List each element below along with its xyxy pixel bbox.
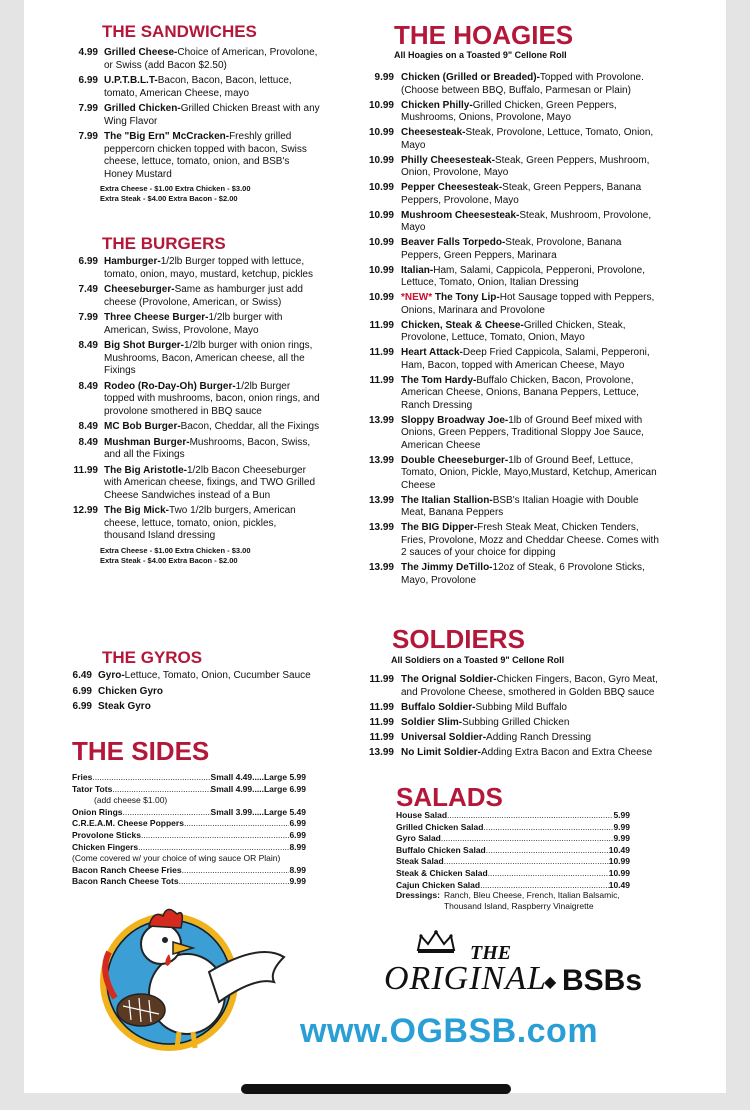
item-price: 7.99 xyxy=(78,103,98,114)
row-label: Gyro Salad xyxy=(396,833,441,844)
item-body xyxy=(401,265,662,290)
item-body xyxy=(401,455,662,493)
row-label: Provolone Sticks xyxy=(72,829,141,840)
diamond-arrow-icon: ◆ xyxy=(544,974,557,991)
item-body xyxy=(104,437,328,462)
item-price: 8.49 xyxy=(78,421,98,432)
sandwich-menu-item xyxy=(68,75,328,100)
row-label: Buffalo Chicken Salad xyxy=(396,844,486,855)
item-body xyxy=(401,375,662,413)
item-price: 10.99 xyxy=(368,264,394,276)
item-price: 9.99 xyxy=(374,72,394,83)
salad-price-row xyxy=(396,822,630,834)
side-price-row xyxy=(72,772,306,784)
row-price: Small 3.99.....Large 5.49 xyxy=(210,806,306,817)
row-price: 8.99 xyxy=(289,841,306,852)
hoagie-menu-item xyxy=(362,562,662,587)
item-description: 1/2lb Burger topped with lettuce, tomato, onion, mayo, mustard, ketchup, pickles xyxy=(104,256,313,280)
item-price: 11.99 xyxy=(369,701,394,713)
salad-price-row xyxy=(396,845,630,857)
item-price: 10.99 xyxy=(368,292,394,303)
side-note: (Come covered w/ your choice of wing sauce OR Plain) xyxy=(72,853,281,864)
soldiers-list xyxy=(362,674,662,762)
item-body xyxy=(104,131,328,181)
item-name: The Italian Stallion- xyxy=(401,494,493,506)
row-price: 10.99 xyxy=(608,856,630,867)
item-body xyxy=(401,747,662,760)
item-description: Hot Sausage topped with Peppers, Onions, Marinara and Provolone xyxy=(401,292,655,316)
hoagie-menu-item xyxy=(362,100,662,125)
hoagie-menu-item xyxy=(362,522,662,560)
row-price: Small 4.49.....Large 5.99 xyxy=(210,772,306,782)
item-price: 12.99 xyxy=(72,505,98,516)
item-body xyxy=(401,72,662,97)
item-price: 11.99 xyxy=(369,374,394,386)
item-name: The Tom Hardy- xyxy=(401,374,477,386)
hoagie-menu-item xyxy=(362,182,662,207)
row-price: 6.99 xyxy=(289,829,306,840)
item-name: Chicken Gyro xyxy=(98,685,164,697)
item-description: Grilled Chicken, Steak, Provolone, Lettuce, Tomato, Onion, Mayo xyxy=(401,319,626,343)
item-price: 8.49 xyxy=(78,380,98,392)
dot-leader xyxy=(123,807,211,819)
row-label: Tator Tots xyxy=(72,783,113,794)
item-name: Gyro- xyxy=(98,670,125,681)
item-price: 7.49 xyxy=(78,284,98,295)
item-name: Philly Cheesesteak- xyxy=(401,154,495,166)
item-name: Big Shot Burger- xyxy=(104,340,184,351)
soldier-menu-item xyxy=(362,717,662,730)
item-price: 13.99 xyxy=(368,562,394,573)
new-badge: *NEW* xyxy=(401,292,433,303)
item-name: The Orignal Soldier- xyxy=(401,674,497,685)
salad-price-row xyxy=(396,868,630,880)
item-body xyxy=(401,347,662,372)
row-label: Cajun Chicken Salad xyxy=(396,879,481,890)
row-price: 10.49 xyxy=(608,879,630,890)
item-body xyxy=(104,103,328,128)
item-name: Cheesesteak- xyxy=(401,127,466,138)
salad-dressings xyxy=(396,890,626,912)
side-price-row xyxy=(72,876,306,888)
hoagie-menu-item xyxy=(362,210,662,235)
sandwich-menu-item xyxy=(68,47,328,72)
item-price: 11.99 xyxy=(369,716,394,728)
item-name: Hamburger- xyxy=(104,256,161,267)
item-name: Heart Attack- xyxy=(401,347,463,358)
hoagie-menu-item xyxy=(362,127,662,152)
dot-leader xyxy=(444,856,609,868)
item-price: 13.99 xyxy=(368,522,394,533)
logo-the: THE xyxy=(470,942,512,964)
gyro-menu-item xyxy=(62,701,322,714)
row-label: Chicken Fingers xyxy=(72,841,139,852)
item-description: Freshly grilled peppercorn chicken topped with bacon, Swiss cheese, lettuce, tomato, onion, and BSB's Honey Mustard xyxy=(104,131,307,180)
soldier-menu-item xyxy=(362,674,662,699)
item-name: Grilled Chicken- xyxy=(104,103,181,114)
item-name: Mushman Burger- xyxy=(104,436,190,448)
dot-leader xyxy=(447,810,613,822)
item-price: 6.99 xyxy=(78,256,98,267)
logo-original: ORIGINAL xyxy=(384,960,547,997)
item-name: Double Cheeseburger- xyxy=(401,454,509,466)
item-description: Steak, Provolone, Banana Peppers, Green Peppers, Marinara xyxy=(401,237,622,261)
item-price: 10.99 xyxy=(368,127,394,138)
item-body xyxy=(401,320,662,345)
burger-menu-item xyxy=(68,437,328,462)
hoagie-menu-item xyxy=(362,495,662,520)
item-body xyxy=(401,702,662,715)
item-body xyxy=(401,237,662,262)
website-link[interactable]: www.OGBSB.com xyxy=(300,1012,599,1050)
hoagie-menu-item xyxy=(362,72,662,97)
dot-leader xyxy=(179,876,290,888)
gyros-list xyxy=(62,670,322,717)
sandwiches-list xyxy=(68,47,328,204)
side-price-row xyxy=(72,865,306,877)
item-name: Cheeseburger- xyxy=(104,284,175,295)
dot-leader xyxy=(486,845,609,857)
salads-title: SALADS xyxy=(396,782,503,812)
item-price: 11.99 xyxy=(73,464,98,476)
dressings-label: Dressings: xyxy=(396,890,440,900)
salad-price-row xyxy=(396,856,630,868)
item-body xyxy=(401,732,662,745)
item-body xyxy=(401,495,662,520)
item-description: 1lb of Ground Beef, Lettuce, Tomato, Onion, Pickle, Mayo,Mustard, Ketchup, American Cheese xyxy=(401,454,657,491)
hoagies-list xyxy=(362,72,662,590)
item-body xyxy=(401,210,662,235)
hoagie-menu-item xyxy=(362,320,662,345)
item-body xyxy=(104,256,328,281)
item-name: Pepper Cheesesteak- xyxy=(401,182,503,193)
item-name: Chicken, Steak & Cheese- xyxy=(401,319,524,331)
soldier-menu-item xyxy=(362,747,662,760)
soldier-menu-item xyxy=(362,702,662,715)
item-description: Deep Fried Cappicola, Salami, Pepperoni, Ham, Bacon, topped with American Cheese, Mayo xyxy=(401,347,650,371)
row-label: Onion Rings xyxy=(72,806,123,817)
item-price: 6.49 xyxy=(72,670,92,681)
item-description: Chicken Fingers, Bacon, Gyro Meat, and Provolone Cheese, smothered in Golden BBQ sauce xyxy=(401,674,658,698)
item-price: 10.99 xyxy=(368,209,394,221)
soldier-menu-item xyxy=(362,732,662,745)
salad-price-row xyxy=(396,810,630,822)
row-label: House Salad xyxy=(396,810,448,820)
burgers-list xyxy=(68,256,328,566)
item-description: Fresh Steak Meat, Chicken Tenders, Fries, Provolone, Mozz and Cheddar Cheese. Comes with 2 sauces of your choice for dipping xyxy=(401,522,659,558)
extras-note: Extra Cheese - $1.00 Extra Chicken - $3.00 xyxy=(100,545,251,555)
item-name: The Jimmy DeTillo- xyxy=(401,562,493,573)
hoagie-menu-item xyxy=(362,155,662,180)
item-body xyxy=(104,421,328,434)
row-label: Bacon Ranch Cheese Tots xyxy=(72,876,179,887)
item-name: Sloppy Broadway Joe- xyxy=(401,414,509,426)
item-body xyxy=(401,155,662,180)
item-description: Steak, Mushroom, Provolone, Mayo xyxy=(401,209,652,233)
item-body xyxy=(401,292,662,317)
item-description: Ham, Salami, Cappicola, Pepperoni, Provolone, Lettuce, Tomato, Onion, Italian Dressing xyxy=(401,264,646,288)
extras-note: Extra Steak - $4.00 Extra Bacon - $2.00 xyxy=(100,194,238,203)
dot-leader xyxy=(141,830,289,842)
burger-menu-item xyxy=(68,312,328,337)
dot-leader xyxy=(483,822,613,834)
brand-logo xyxy=(360,930,660,1000)
item-name: U.P.T.B.L.T- xyxy=(104,75,158,86)
item-name: Mushroom Cheesesteak- xyxy=(401,209,520,221)
hoagie-menu-item xyxy=(362,375,662,413)
item-name: Rodeo (Ro-Day-Oh) Burger- xyxy=(104,380,236,392)
row-price: 9.99 xyxy=(289,876,306,887)
item-description: Mushrooms, Bacon, Swiss, and all the Fixings xyxy=(104,436,311,460)
row-price: Small 4.99.....Large 6.99 xyxy=(210,783,306,794)
item-name: Grilled Cheese- xyxy=(104,47,178,58)
item-description: Buffalo Chicken, Bacon, Provolone, American Cheese, Onions, Banana Peppers, Lettuce, Ranch Dressing xyxy=(401,374,639,411)
dot-leader xyxy=(488,868,609,880)
item-price: 6.99 xyxy=(72,701,92,712)
row-label: Fries xyxy=(72,772,93,782)
side-price-row xyxy=(72,842,306,854)
item-name: Soldier Slim- xyxy=(401,716,463,728)
item-price: 7.99 xyxy=(78,312,98,323)
item-name: MC Bob Burger- xyxy=(104,421,181,432)
item-price: 10.99 xyxy=(368,182,394,193)
side-price-row xyxy=(72,784,306,796)
item-body xyxy=(104,312,328,337)
item-name: The "Big Ern" McCracken- xyxy=(104,131,230,142)
burger-menu-item xyxy=(68,505,328,543)
item-body xyxy=(104,75,328,100)
row-label: C.R.E.A.M. Cheese Poppers xyxy=(72,818,184,829)
item-price: 6.99 xyxy=(78,75,98,86)
burger-menu-item xyxy=(68,421,328,434)
item-price: 13.99 xyxy=(368,494,394,506)
item-price: 10.99 xyxy=(368,154,394,166)
rooster-mascot-logo xyxy=(69,902,289,1052)
gyros-title: THE GYROS xyxy=(102,648,203,667)
item-body xyxy=(401,562,662,587)
crown-icon xyxy=(416,930,456,954)
item-body xyxy=(98,686,322,699)
item-description: 1/2lb burger with American, Swiss, Provolone, Mayo xyxy=(104,312,283,336)
item-price: 7.99 xyxy=(78,131,98,142)
item-price: 8.49 xyxy=(78,340,98,351)
logo-bsbs: BSBs xyxy=(562,964,643,997)
item-name: Chicken Philly- xyxy=(401,99,473,111)
gyro-menu-item xyxy=(62,670,322,683)
extras-note: Extra Cheese - $1.00 Extra Chicken - $3.00 xyxy=(100,184,251,193)
item-name: The Tony Lip- xyxy=(434,292,500,303)
item-body xyxy=(401,717,662,730)
sides-title: THE SIDES xyxy=(72,736,210,766)
item-price: 13.99 xyxy=(368,414,394,426)
item-description: Same as hamburger just add cheese (Provolone, American, or Swiss) xyxy=(104,284,303,308)
dressings-text: Ranch, Bleu Cheese, French, Italian Balsamic, Thousand Island, Raspberry Vinaigrette xyxy=(443,890,620,911)
dot-leader xyxy=(184,818,290,830)
menu-page xyxy=(24,0,726,1093)
item-description: Grilled Chicken, Green Peppers, Mushrooms, Onions, Provolone, Mayo xyxy=(401,99,617,123)
item-description: Adding Extra Bacon and Extra Cheese xyxy=(481,746,653,758)
row-price: 10.99 xyxy=(608,867,630,878)
soldiers-title: SOLDIERS xyxy=(392,624,525,654)
item-body xyxy=(401,182,662,207)
item-description: Steak, Green Peppers, Banana Peppers, Provolone, Mayo xyxy=(401,182,642,206)
item-description: 1/2lb burger with onion rings, Mushrooms, Bacon, American cheese, all the Fixings xyxy=(104,340,313,376)
item-description: 1lb of Ground Beef mixed with Onions, Green Peppers, Traditional Sloppy Joe Sauce, American Cheese xyxy=(401,414,644,451)
salad-price-row xyxy=(396,833,630,845)
hoagies-subtitle: All Hoagies on a Toasted 9" Cellone Roll xyxy=(394,50,567,60)
row-label: Steak & Chicken Salad xyxy=(396,867,488,878)
item-body xyxy=(104,284,328,309)
item-name: No Limit Soldier- xyxy=(401,746,481,758)
item-price: 6.99 xyxy=(72,685,92,697)
gyro-menu-item xyxy=(62,686,322,699)
item-price: 13.99 xyxy=(368,454,394,466)
item-body xyxy=(401,674,662,699)
burger-menu-item xyxy=(68,465,328,503)
hoagie-menu-item xyxy=(362,237,662,262)
row-price: 5.99 xyxy=(613,810,630,820)
item-name: The Big Aristotle- xyxy=(104,464,187,476)
item-price: 11.99 xyxy=(369,731,394,743)
row-label: Steak Salad xyxy=(396,856,444,867)
burger-menu-item xyxy=(68,381,328,419)
row-label: Grilled Chicken Salad xyxy=(396,821,484,832)
item-price: 4.99 xyxy=(78,47,98,58)
item-description: Adding Ranch Dressing xyxy=(486,731,592,743)
row-price: 10.49 xyxy=(608,844,630,855)
dot-leader xyxy=(92,772,210,784)
dot-leader xyxy=(182,865,290,877)
salads-list xyxy=(396,810,630,891)
item-body xyxy=(104,340,328,378)
item-description: Grilled Chicken Breast with any Wing Flavor xyxy=(104,103,320,127)
item-price: 11.99 xyxy=(369,674,394,685)
side-price-row xyxy=(72,830,306,842)
item-name: The BIG Dipper- xyxy=(401,522,478,533)
row-price: 9.99 xyxy=(613,833,630,844)
hoagies-title: THE HOAGIES xyxy=(394,20,574,50)
item-description: Lettuce, Tomato, Onion, Cucumber Sauce xyxy=(124,670,311,681)
burger-menu-item xyxy=(68,256,328,281)
item-name: Buffalo Soldier- xyxy=(401,701,476,713)
row-label: Bacon Ranch Cheese Fries xyxy=(72,864,182,875)
item-description: Bacon, Cheddar, all the Fixings xyxy=(180,421,320,432)
item-price: 10.99 xyxy=(368,237,394,248)
hoagie-menu-item xyxy=(362,455,662,493)
item-body xyxy=(98,670,322,683)
side-price-row xyxy=(72,807,306,819)
home-indicator-bar[interactable] xyxy=(241,1084,511,1094)
item-name: Italian- xyxy=(401,264,434,276)
item-description: 1/2lb Burger topped with mushrooms, bacon, onion rings, and provolone smothered in BBQ sauce xyxy=(104,380,320,417)
sandwich-menu-item xyxy=(68,131,328,181)
item-name: Beaver Falls Torpedo- xyxy=(401,237,506,248)
item-price: 11.99 xyxy=(369,347,394,358)
hoagie-menu-item xyxy=(362,415,662,453)
item-price: 11.99 xyxy=(369,319,394,331)
item-body xyxy=(98,701,322,714)
item-price: 10.99 xyxy=(368,99,394,111)
item-body xyxy=(401,127,662,152)
item-description: Steak, Green Peppers, Mushroom, Onion, Provolone, Mayo xyxy=(401,154,650,178)
dot-leader xyxy=(441,833,614,845)
soldiers-subtitle: All Soldiers on a Toasted 9" Cellone Roll xyxy=(391,655,565,665)
row-price: 9.99 xyxy=(613,821,630,832)
sides-list xyxy=(72,772,306,888)
item-price: 13.99 xyxy=(368,746,394,758)
hoagie-menu-item xyxy=(362,292,662,317)
item-name: The Big Mick- xyxy=(104,505,170,516)
item-name: Universal Soldier- xyxy=(401,731,487,743)
item-description: 12oz of Steak, 6 Provolone Sticks, Mayo, Provolone xyxy=(401,562,645,586)
sandwich-menu-item xyxy=(68,103,328,128)
item-body xyxy=(104,505,328,543)
dot-leader xyxy=(138,842,289,854)
item-name: Chicken (Grilled or Breaded)- xyxy=(401,72,540,83)
item-body xyxy=(401,415,662,453)
burger-menu-item xyxy=(68,340,328,378)
side-price-row xyxy=(72,818,306,830)
hoagie-menu-item xyxy=(362,347,662,372)
item-description: Subbing Grilled Chicken xyxy=(462,716,570,728)
item-description: Two 1/2lb burgers, American cheese, lettuce, tomato, onion, pickles, thousand Island dressing xyxy=(104,505,296,541)
item-body xyxy=(104,381,328,419)
row-price: 6.99 xyxy=(289,818,306,829)
extras-note: Extra Steak - $4.00 Extra Bacon - $2.00 xyxy=(100,555,238,565)
item-body xyxy=(104,465,328,503)
burger-menu-item xyxy=(68,284,328,309)
item-description: BSB's Italian Hoagie with Double Meat, Banana Peppers xyxy=(401,494,639,518)
item-description: Topped with Provolone. (Choose between BBQ, Buffalo, Parmesan or Plain) xyxy=(401,72,644,96)
item-body xyxy=(401,522,662,560)
item-description: Choice of American, Provolone, or Swiss (add Bacon $2.50) xyxy=(104,47,318,71)
hoagie-menu-item xyxy=(362,265,662,290)
item-description: 1/2lb Bacon Cheeseburger with American cheese, fixings, and TWO Grilled Cheese Sandwiches instead of a Bun xyxy=(104,464,316,501)
item-description: Subbing Mild Buffalo xyxy=(475,701,567,713)
burgers-title: THE BURGERS xyxy=(102,234,226,253)
item-name: Steak Gyro xyxy=(98,701,151,712)
item-body xyxy=(104,47,328,72)
sandwiches-title: THE SANDWICHES xyxy=(102,22,257,41)
item-price: 8.49 xyxy=(78,436,98,448)
item-name: Three Cheese Burger- xyxy=(104,312,209,323)
row-price: 8.99 xyxy=(289,864,306,875)
dot-leader xyxy=(112,784,210,796)
side-note: (add cheese $1.00) xyxy=(94,795,168,806)
item-description: Bacon, Bacon, Bacon, lettuce, tomato, American Cheese, mayo xyxy=(104,75,292,99)
item-description: Steak, Provolone, Lettuce, Tomato, Onion, Mayo xyxy=(401,127,654,151)
item-body xyxy=(401,100,662,125)
